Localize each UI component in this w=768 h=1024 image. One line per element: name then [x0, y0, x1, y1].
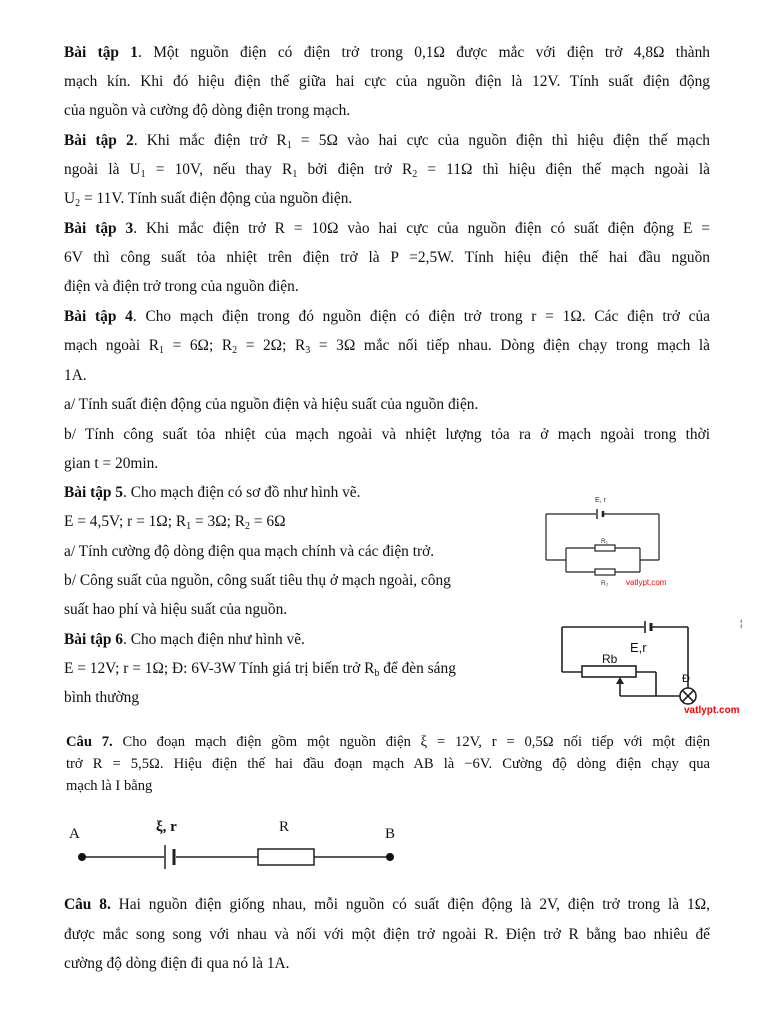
- exercise-6-line-2: E = 12V; r = 1Ω; Đ: 6V-3W Tính giá trị biến trở $R_b$ để đèn sáng: [64, 660, 456, 679]
- question-7-title: Câu 7.: [66, 734, 113, 750]
- question-7-line-2: trở R = 5,5Ω. Hiệu điện thế hai đầu đoạn mạch AB là −6V. Cường độ dòng điện chạy qua: [66, 756, 710, 772]
- exercise-5-part-b-line-2: suất hao phí và hiệu suất của nguồn.: [64, 601, 288, 618]
- exercise-4-line-1: Bài tập 4. Cho mạch điện trong đó nguồn điện có điện trở trong r = 1Ω. Các điện trở của: [64, 308, 710, 325]
- fig7-a-label: A: [69, 826, 80, 842]
- exercise-1-line-3: của nguồn và cường độ dòng điện trong mạch.: [64, 102, 351, 119]
- fig5-source-label: E, r: [595, 497, 606, 504]
- exercise-4-line-3: 1A.: [64, 367, 87, 384]
- exercise-6-circuit-figure: [556, 612, 768, 722]
- exercise-4-line-2: mạch ngoài $R_1 = 6\Omega$; $R_2 = 2\Omega$; $R_3 = 3\Omega$ mắc nối tiếp nhau. Dòng điện chạy trong mạch là: [64, 337, 711, 356]
- question-7-line-1: Câu 7. Cho đoạn mạch điện gồm một nguồn điện ξ = 12V, r = 0,5Ω nối tiếp với một điện: [66, 734, 711, 750]
- exercise-6-title: Bài tập 6: [64, 631, 124, 648]
- question-7-circuit-figure: [60, 812, 410, 878]
- terminal-b-dot: [386, 853, 394, 861]
- exercise-1-line-1: Bài tập 1. Một nguồn điện có điện trở trong 0,1Ω được mắc với điện trở 4,8Ω thành: [64, 44, 710, 61]
- exercise-5-circuit-figure: [540, 492, 690, 592]
- exercise-4-title: Bài tập 4: [64, 308, 133, 325]
- exercise-5-part-a: a/ Tính cường độ dòng điện qua mạch chính và các điện trở.: [64, 543, 435, 560]
- fig7-source-label: ξ, r: [156, 819, 177, 835]
- fig7-r-label: R: [279, 819, 290, 835]
- exercise-3-title: Bài tập 3: [64, 220, 134, 237]
- exercise-2-title: Bài tập 2: [64, 132, 134, 149]
- fig6-rb-label: Rb: [602, 652, 618, 666]
- exercise-2-line-1: Bài tập 2. Khi mắc điện trở $R_1 = 5\Omega$ vào hai cực của nguồn điện thì hiệu điện thế mạch: [64, 132, 710, 151]
- exercise-2-line-3: $U_2 = 11V$. Tính suất điện động của nguồn điện.: [64, 190, 353, 209]
- fig6-watermark: vatlypt.com: [684, 705, 740, 716]
- fig5-r2-label: R₂: [601, 580, 609, 587]
- fig6-lamp-label: Đ: [682, 673, 690, 685]
- exercise-5-part-b-line-1: b/ Công suất của nguồn, công suất tiêu thụ ở mạch ngoài, công: [64, 572, 451, 589]
- exercise-5-line-2: E = 4,5V; r = 1Ω; $R_1 = 3\Omega$; $R_2 = 6\Omega$: [64, 513, 286, 532]
- fig5-r1-label: R₁: [601, 538, 608, 545]
- question-7-line-3: mạch là I bằng: [66, 778, 153, 794]
- fig5-watermark: vatlypt.com: [626, 578, 667, 587]
- question-8-title: Câu 8.: [64, 896, 111, 913]
- exercise-4-part-b-line-2: gian t = 20min.: [64, 455, 159, 472]
- fig6-edge-mark: ¦: [740, 618, 743, 628]
- exercise-3-line-2: 6V thì công suất tỏa nhiệt trên điện trở là P =2,5W. Tính hiệu điện thế hai đầu nguồn: [64, 249, 710, 266]
- question-8-line-2: được mắc song song với nhau và nối với một điện trở ngoài R. Điện trở R bằng bao nhiêu để: [64, 926, 710, 943]
- exercise-6-line-1: Bài tập 6. Cho mạch điện như hình vẽ.: [64, 631, 305, 648]
- exercise-4-part-b-line-1: b/ Tính công suất tỏa nhiệt của mạch ngoài và nhiệt lượng tỏa ra ở mạch ngoài trong thời: [64, 426, 710, 443]
- fig6-source-label: E,r: [630, 640, 647, 655]
- question-8-line-3: cường độ dòng điện đi qua nó là 1A.: [64, 955, 290, 972]
- exercise-1-title: Bài tập 1: [64, 44, 138, 61]
- exercise-4-part-a: a/ Tính suất điện động của nguồn điện và hiệu suất của nguồn điện.: [64, 396, 479, 413]
- exercise-1-line-2: mạch kín. Khi đó hiệu điện thế giữa hai cực của nguồn điện là 12V. Tính suất điện động: [64, 73, 710, 90]
- question-8-line-1: Câu 8. Hai nguồn điện giống nhau, mỗi nguồn có suất điện động là 2V, điện trở trong là 1Ω,: [64, 896, 710, 913]
- exercise-3-line-1: Bài tập 3. Khi mắc điện trở R = 10Ω vào hai cực của nguồn điện có suất điện động E =: [64, 220, 710, 237]
- exercise-2-line-2: ngoài là $U_1 = 10V$, nếu thay $R_1$ bởi điện trở $R_2 = 11\Omega$ thì hiệu điện thế mạch ngoài là: [64, 161, 710, 180]
- fig7-b-label: B: [385, 826, 396, 842]
- rheostat-slider-arrow: [616, 677, 624, 684]
- terminal-a-dot: [78, 853, 86, 861]
- exercise-3-line-3: điện và điện trở trong của nguồn điện.: [64, 278, 299, 295]
- exercise-5-title: Bài tập 5: [64, 484, 124, 501]
- exercise-6-line-3: bình thường: [64, 689, 140, 706]
- exercise-5-line-1: Bài tập 5. Cho mạch điện có sơ đồ như hình vẽ.: [64, 484, 361, 501]
